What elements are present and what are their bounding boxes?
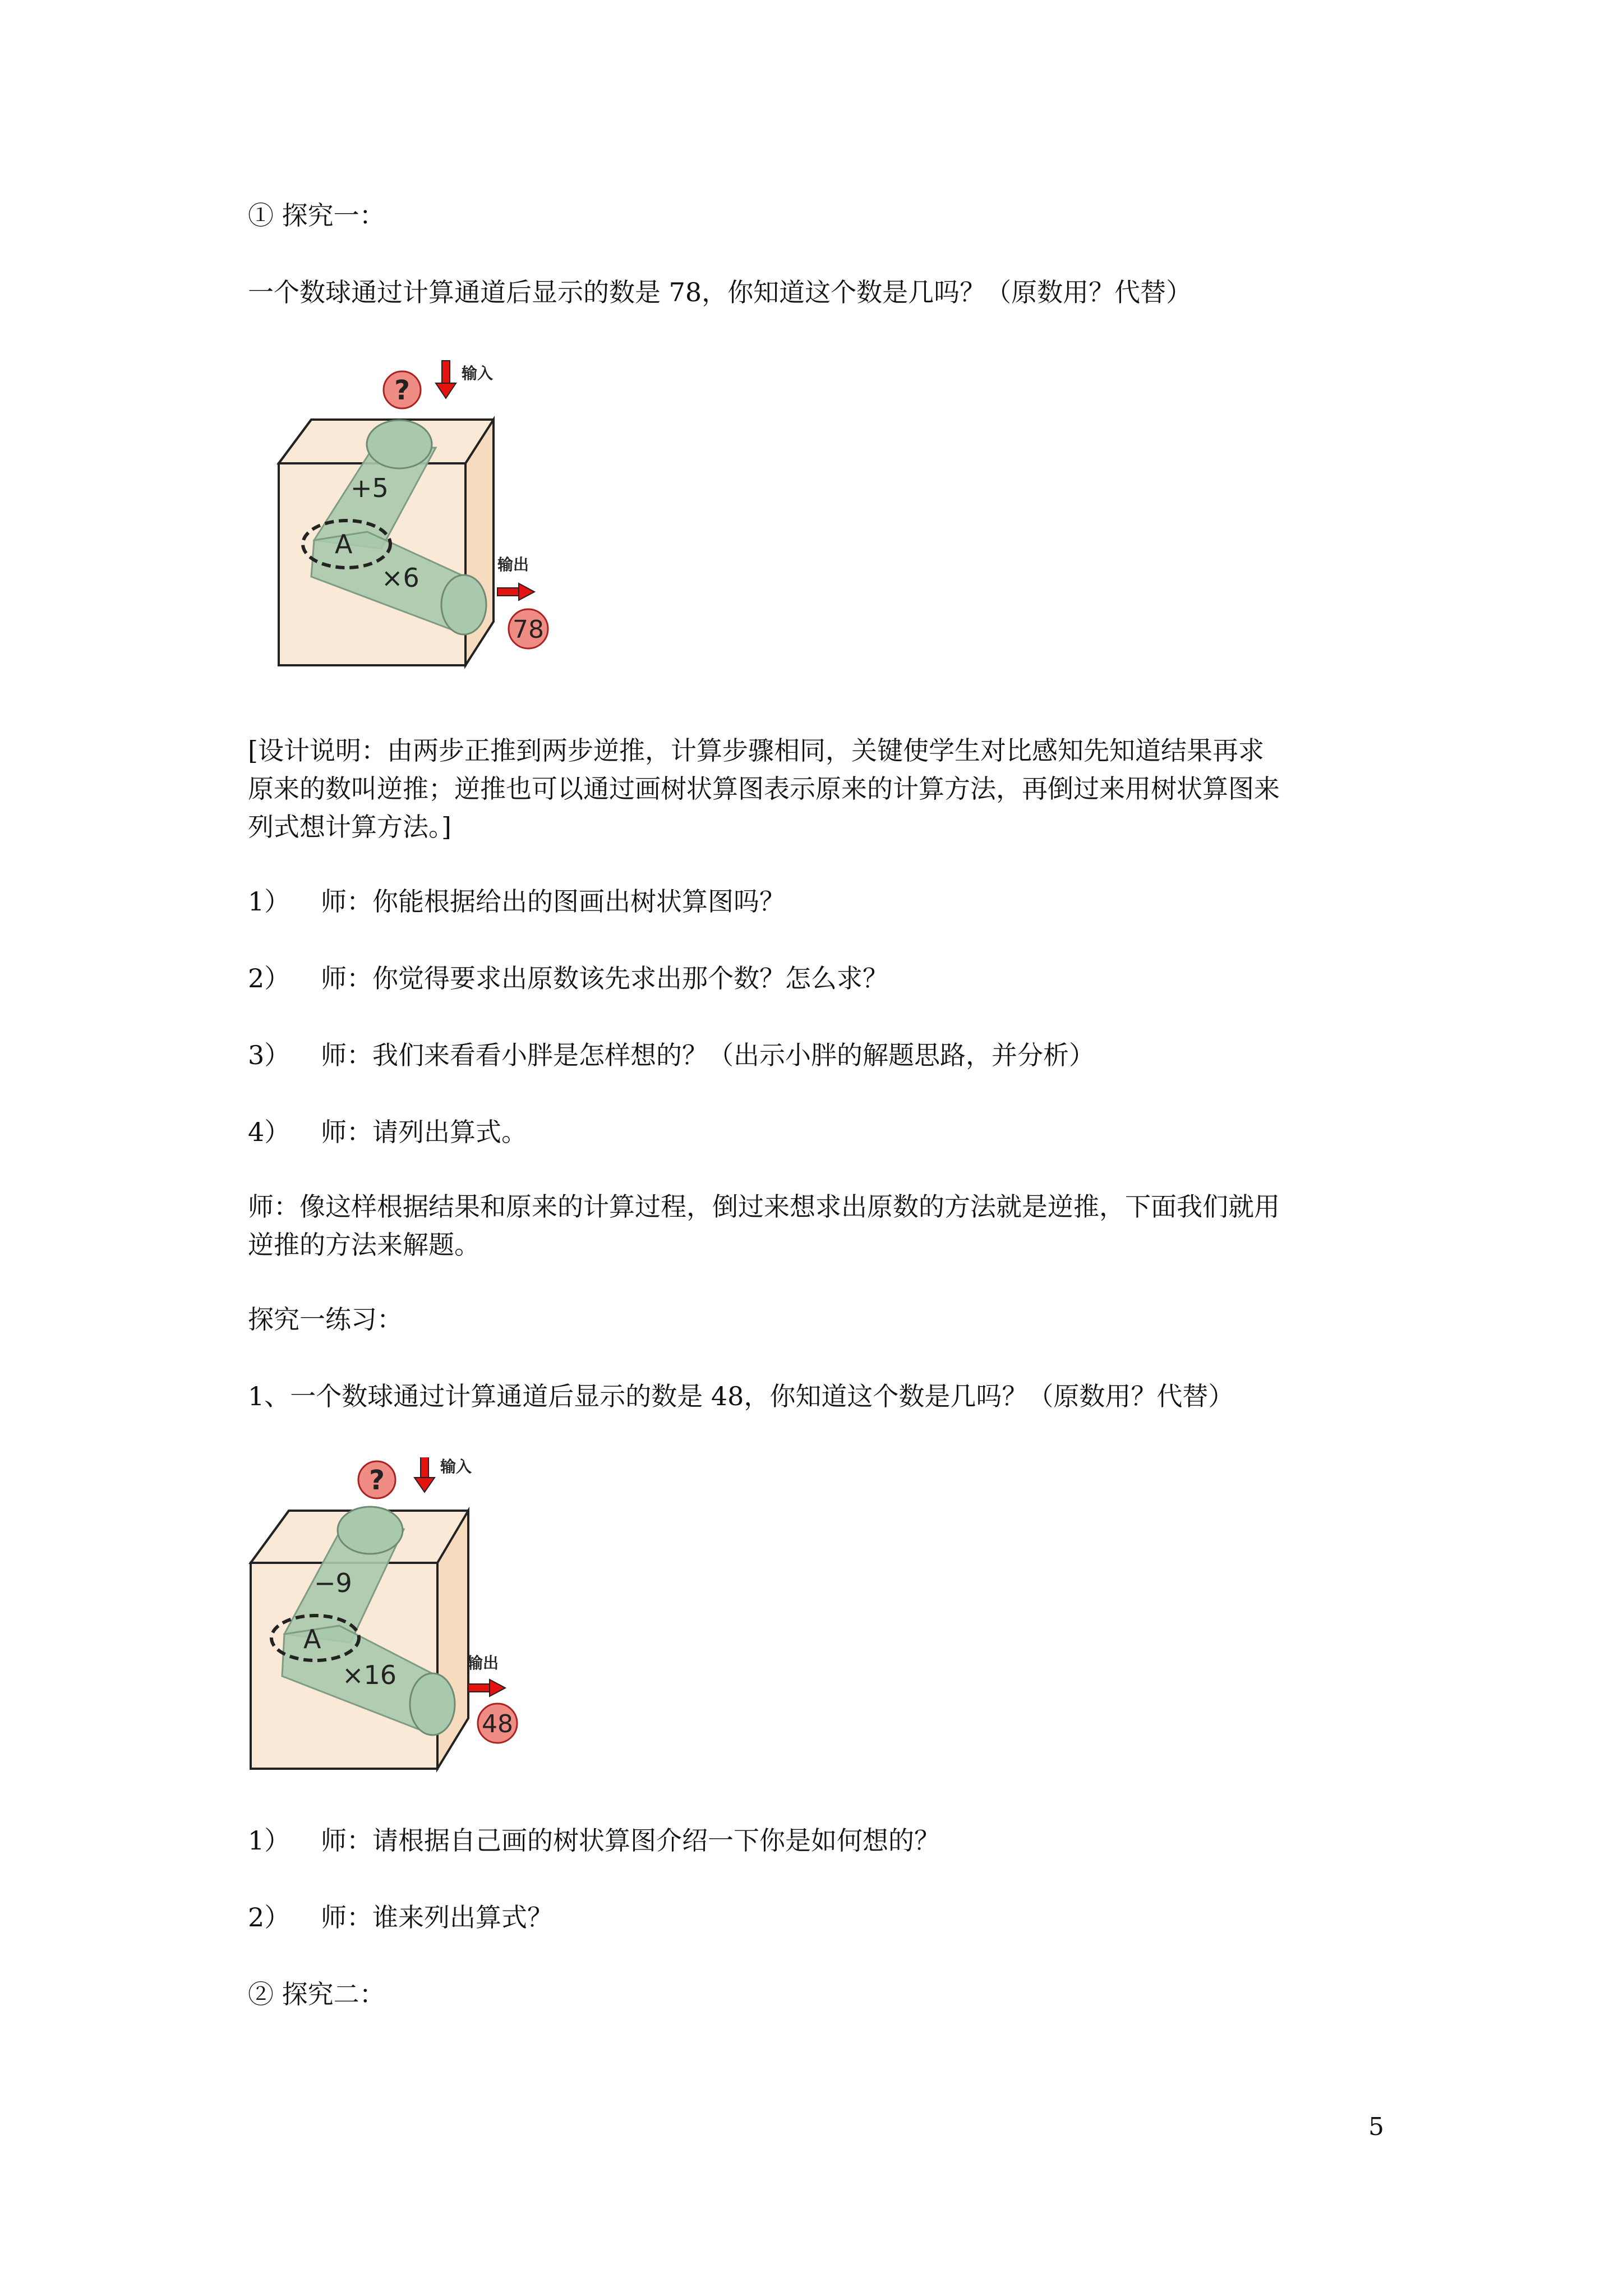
output-label: 输出 bbox=[467, 1654, 499, 1672]
question-text: 师：请列出算式。 bbox=[321, 1117, 527, 1147]
question-number: 4） bbox=[248, 1117, 291, 1147]
question-text: 师：你能根据给出的图画出树状算图吗？ bbox=[321, 886, 785, 917]
practice-heading: 探究一练习： bbox=[248, 1304, 403, 1335]
exit-ellipse bbox=[441, 575, 486, 634]
question-2 bbox=[248, 960, 888, 997]
input-label: 输入 bbox=[462, 364, 494, 383]
question-number: 1） bbox=[248, 886, 291, 917]
question-3 bbox=[248, 1037, 1095, 1074]
exit-ellipse bbox=[410, 1673, 455, 1735]
result-number: 48 bbox=[482, 1710, 513, 1738]
practice-question-1 bbox=[248, 1822, 940, 1859]
input-arrow-icon bbox=[414, 1457, 435, 1492]
question-1 bbox=[248, 883, 785, 920]
question-text: 师：你觉得要求出原数该先求出那个数？怎么求？ bbox=[321, 963, 888, 993]
design-note-line-1: [设计说明：由两步正推到两步逆推，计算步骤相同，关键使学生对比感知先知道结果再求 bbox=[248, 735, 1264, 766]
channel-figure-1 bbox=[272, 358, 564, 672]
middle-label: A bbox=[303, 1624, 321, 1654]
output-arrow-icon bbox=[497, 583, 534, 600]
explore2-heading: ② 探究二： bbox=[248, 1979, 385, 2009]
practice-question-2 bbox=[248, 1899, 553, 1936]
question-number: 2） bbox=[248, 963, 291, 993]
step2-label: ×6 bbox=[381, 563, 419, 593]
question-number: 2） bbox=[248, 1902, 291, 1932]
design-note-line-2: 原来的数叫逆推；逆推也可以通过画树状算图表示原来的计算方法，再倒过来用树状算图来 bbox=[248, 774, 1280, 804]
step2-label: ×16 bbox=[342, 1660, 397, 1690]
entry-ellipse bbox=[367, 420, 432, 468]
channel-figure-2 bbox=[244, 1457, 536, 1777]
question-text: 师：请根据自己画的树状算图介绍一下你是如何想的？ bbox=[321, 1825, 940, 1856]
middle-label: A bbox=[335, 529, 353, 559]
question-text: 师：我们来看看小胖是怎样想的？（出示小胖的解题思路，并分析） bbox=[321, 1040, 1095, 1070]
entry-ellipse bbox=[338, 1507, 403, 1554]
page-number: 5 bbox=[1368, 2113, 1384, 2141]
explore1-question: 一个数球通过计算通道后显示的数是 78，你知道这个数是几吗？（原数用？代替） bbox=[248, 277, 1192, 307]
output-arrow-icon bbox=[468, 1680, 505, 1696]
practice-question: 1、一个数球通过计算通道后显示的数是 48，你知道这个数是几吗？（原数用？代替） bbox=[248, 1381, 1234, 1411]
question-number: 3） bbox=[248, 1040, 291, 1070]
input-arrow-icon bbox=[436, 361, 456, 398]
input-label: 输入 bbox=[440, 1457, 472, 1476]
question-4 bbox=[248, 1114, 527, 1151]
teacher-summary-line-1: 师：像这样根据结果和原来的计算过程，倒过来想求出原数的方法就是逆推，下面我们就用 bbox=[248, 1191, 1280, 1222]
question-number: 1） bbox=[248, 1825, 291, 1856]
design-note-line-3: 列式想计算方法。] bbox=[248, 812, 451, 842]
output-label: 输出 bbox=[497, 555, 529, 574]
step1-label: −9 bbox=[314, 1568, 352, 1598]
explore1-heading: ① 探究一： bbox=[248, 200, 385, 231]
step1-label: +5 bbox=[351, 473, 389, 503]
result-number: 78 bbox=[513, 615, 544, 644]
teacher-summary-line-2: 逆推的方法来解题。 bbox=[248, 1230, 480, 1260]
question-mark: ? bbox=[369, 1465, 385, 1496]
question-text: 师：谁来列出算式？ bbox=[321, 1902, 553, 1932]
question-mark: ? bbox=[394, 375, 410, 406]
